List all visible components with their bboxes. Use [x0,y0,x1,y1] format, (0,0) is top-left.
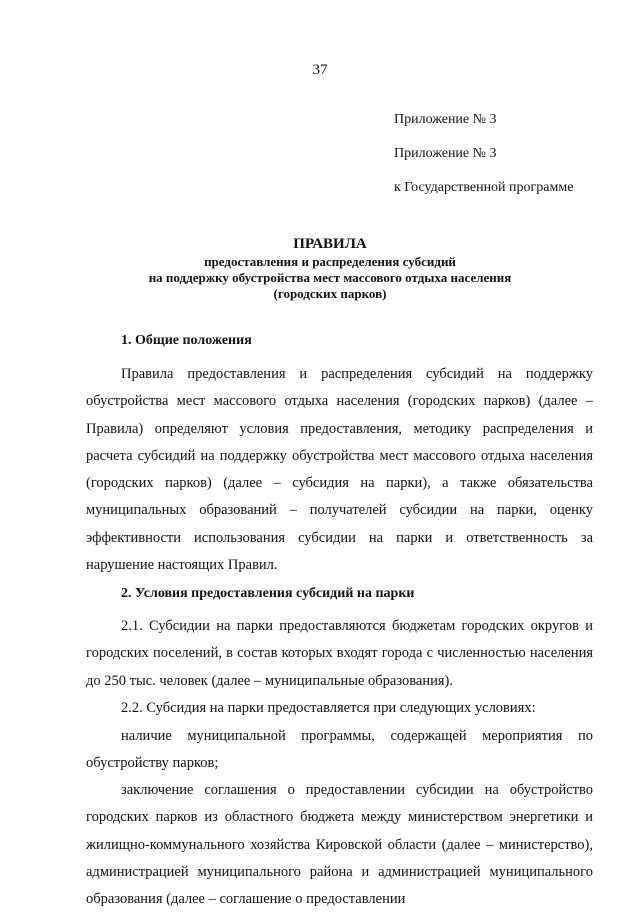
appendix-label-1: Приложение № 3 [394,112,497,127]
section-1-paragraph: Правила предоставления и распределения субсидий на поддержку обустройства мест массового отдыха населения (городских парков) (далее – Правила) определяют условия предоставления, методику распределения и расчета субсидий на поддержку обустройства мест массового отдыха населения (городских парков) (далее – субсидия на парки), а также обязательства муниципальных образований – получателей субсидии на парки, оценку эффективности использования субсидии на парки и ответственность за нарушение настоящих Правил. [86,366,593,574]
document-title [80,235,580,302]
appendix-label-2: Приложение № 3 [394,146,497,161]
clause-2-1: 2.1. Субсидии на парки предоставляются бюджетам городских округов и городских поселений, в состав которых входят города с численностью населения до 250 тыс. человек (далее – муниципальные образования). [86,618,593,689]
condition-1: наличие муниципальной программы, содержащей мероприятия по обустройству парков; [86,728,593,772]
appendix-reference: к Государственной программе [394,180,574,195]
title-line-2: на поддержку обустройства мест массового отдыха населения [148,270,512,285]
clause-2-2: 2.2. Субсидия на парки предоставляется при следующих условиях: [121,700,536,716]
title-main: ПРАВИЛА [293,236,367,252]
title-line-1: предоставления и распределения субсидий [204,254,456,269]
section-2-heading: 2. Условия предоставления субсидий на парки [121,586,415,601]
section-1-heading: 1. Общие положения [121,333,252,348]
title-line-3: (городских парков) [273,286,387,301]
page-number: 37 [312,62,328,78]
condition-2: заключение соглашения о предоставлении субсидии на обустройство городских парков из областного бюджета между министерством энергетики и жилищно-коммунального хозяйства Кировской области (далее – министерство), администрацией муниципального района и администрацией муниципального образования (далее – соглашение о предоставлении [86,782,593,908]
